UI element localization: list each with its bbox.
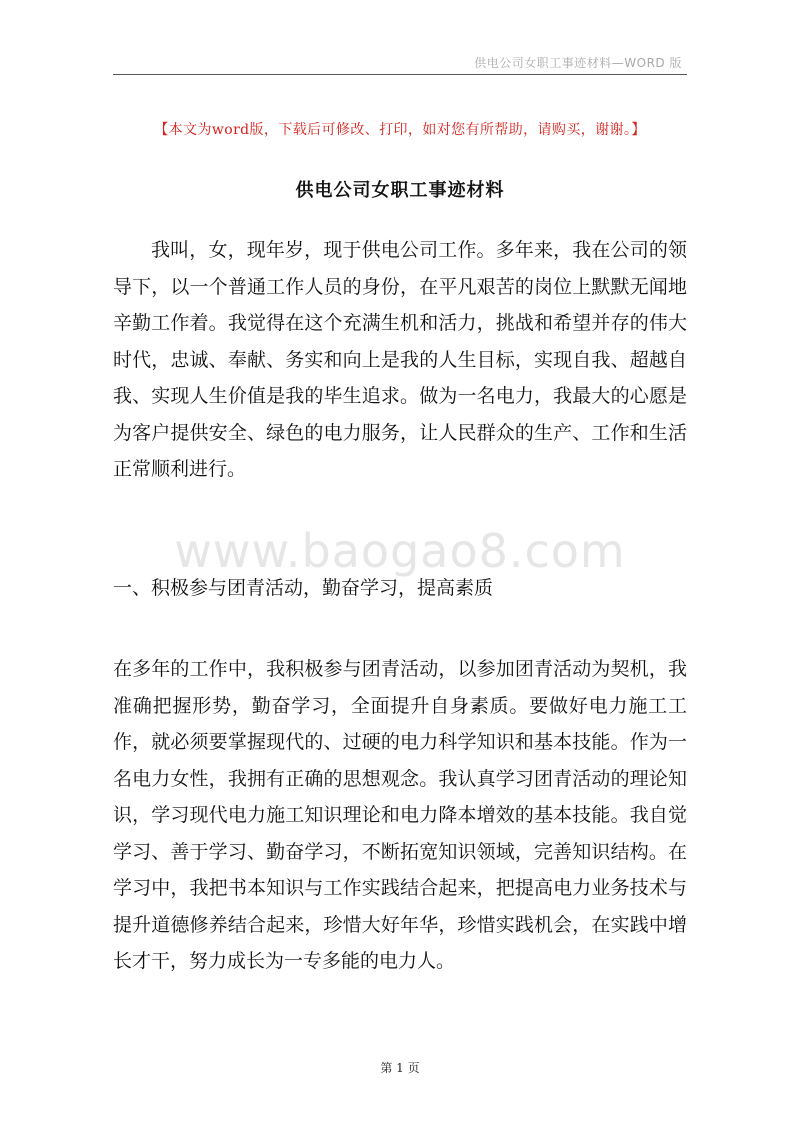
intro-paragraph: 我叫，女，现年岁，现于供电公司工作。多年来，我在公司的领导下，以一个普通工作人员的身份，在平凡艰苦的岗位上默默无闻地辛勤工作着。我觉得在这个充满生机和活力，挑战和希望并存的伟大时代，忠诚、奉献、务实和向上是我的人生目标，实现自我、超越自我、实现人生价值是我的毕生追求。做为一名电力，我最大的心愿是为客户提供安全、绿色的电力服务，让人民群众的生产、工作和生活正常顺利进行。 (113, 239, 687, 480)
page-number: 第 1 页 (380, 1061, 420, 1075)
header-divider (113, 74, 687, 75)
download-notice: 【本文为word版，下载后可修改、打印，如对您有所帮助，请购买，谢谢。】 (154, 122, 646, 138)
document-title: 供电公司女职工事迹材料 (295, 180, 505, 201)
watermark: www.baogao8.com (174, 524, 626, 578)
section-heading: 一、积极参与团青活动，勤奋学习，提高素质 (113, 577, 494, 599)
page-header-text: 供电公司女职工事迹材料—WORD 版 (474, 56, 682, 70)
body-paragraph: 在多年的工作中，我积极参与团青活动，以参加团青活动为契机，我准确把握形势，勤奋学习，全面提升自身素质。要做好电力施工工作，就必须要掌握现代的、过硬的电力科学知识和基本技能。作为一名电力女性，我拥有正确的思想观念。我认真学习团青活动的理论知识，学习现代电力施工知识理论和电力降本增效的基本技能。我自觉学习、善于学习、勤奋学习，不断拓宽知识领域，完善知识结构。在学习中，我把书本知识与工作实践结合起来，把提高电力业务技术与提升道德修养结合起来，珍惜大好年华，珍惜实践机会，在实践中增长才干，努力成长为一专多能的电力人。 (113, 658, 687, 972)
